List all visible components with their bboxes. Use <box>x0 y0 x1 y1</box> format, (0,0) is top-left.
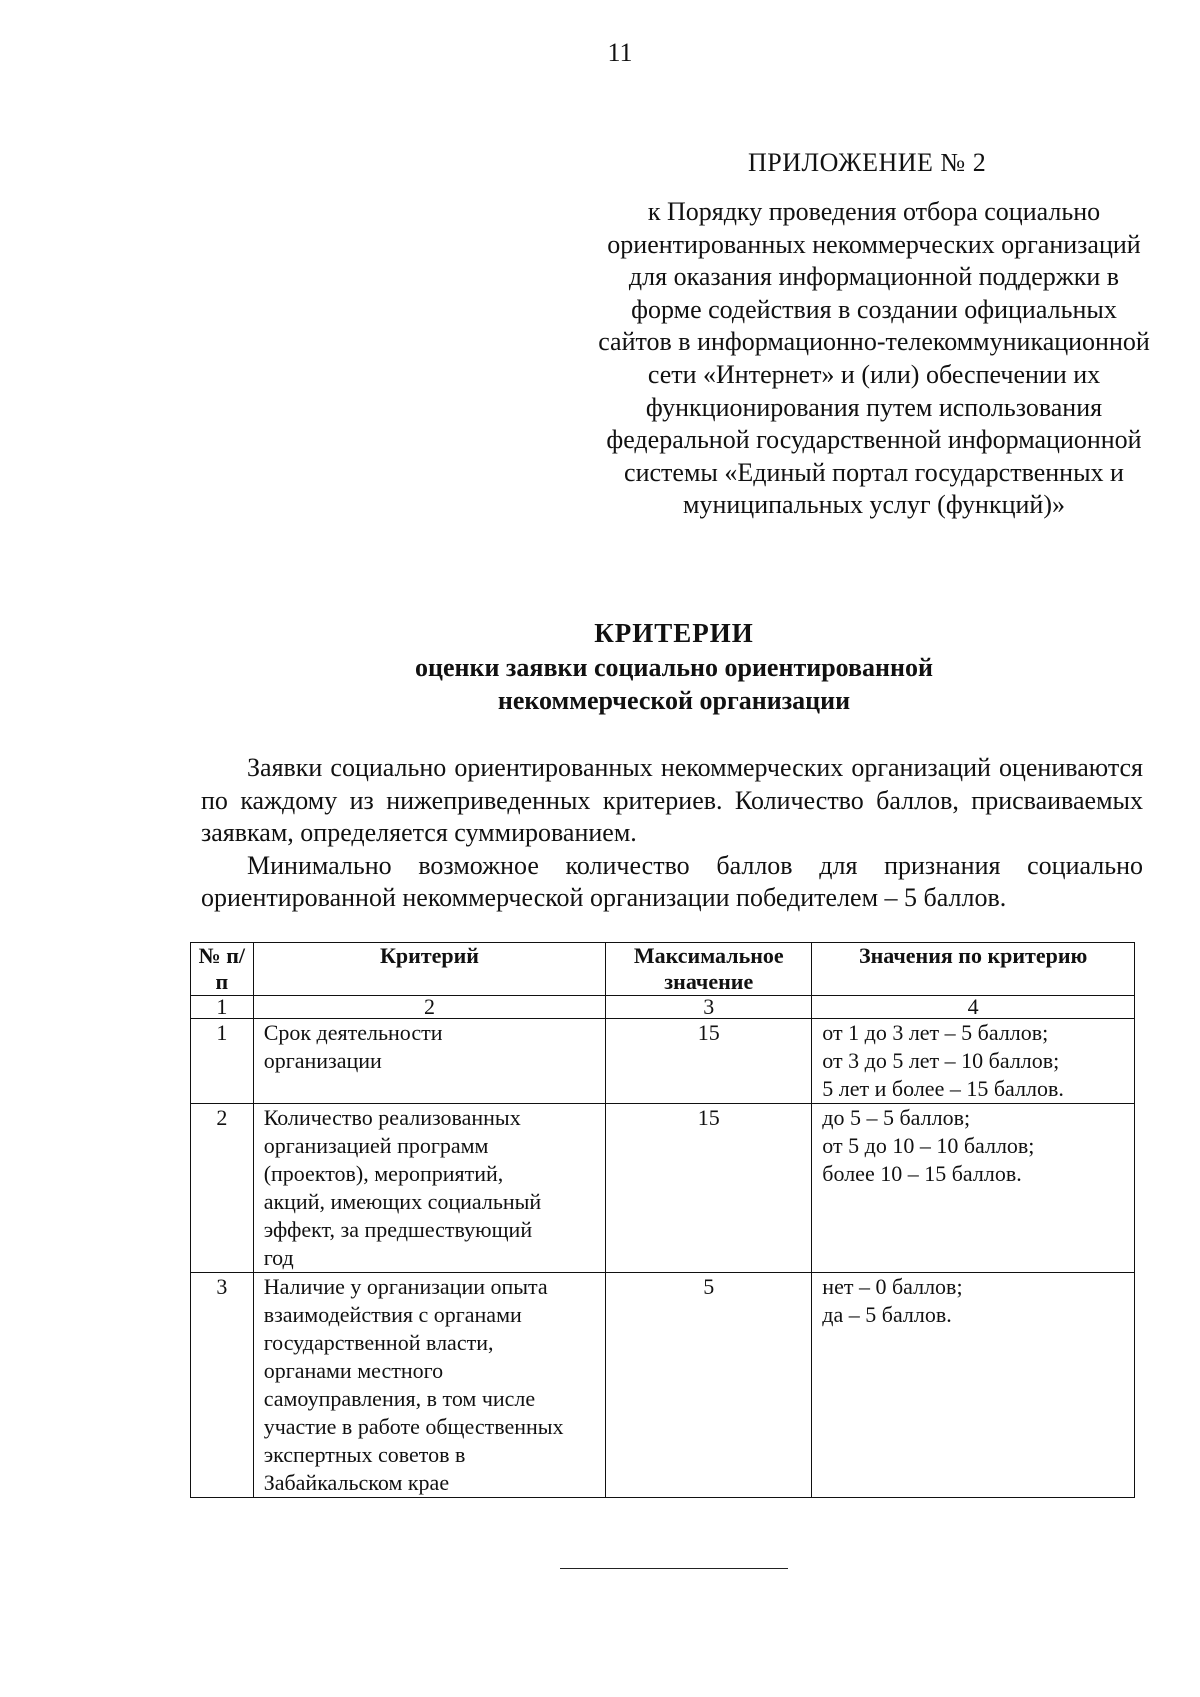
intro-paragraph-1: Заявки социально ориентированных некоммерческих организаций оцениваются по каждому из нижеприведенных критериев. Количество баллов, присваиваемых заявкам, определяется суммированием. <box>201 753 1143 848</box>
header-max: Максимальное значение <box>606 943 812 996</box>
row-criterion-text: Наличие у организации опыта взаимодействия с органами государственной власти, органами местного самоуправления, в том числе участие в работе общественных экспертных советов в Забайкальском крае <box>263 1274 564 1495</box>
header-num: № п/п <box>191 943 254 996</box>
table-index-row <box>191 996 1135 1019</box>
row-criterion-text: Количество реализованных организацией программ (проектов), мероприятий, акций, имеющих социальный эффект, за предшествующий год <box>263 1105 542 1270</box>
value-line: от 3 до 5 лет – 10 баллов; <box>822 1048 1060 1073</box>
row-values <box>812 1104 1135 1273</box>
table-row <box>191 1273 1135 1498</box>
row-max: 5 <box>606 1273 812 1498</box>
appendix-title: ПРИЛОЖЕНИЕ № 2 <box>748 148 987 177</box>
index-cell: 1 <box>191 996 254 1019</box>
criteria-subheading: оценки заявки социально ориентированной некоммерческой организации <box>414 653 934 715</box>
row-criterion <box>253 1273 606 1498</box>
criteria-table <box>190 942 1135 1498</box>
row-criterion <box>253 1104 606 1273</box>
row-criterion-text: Срок деятельности организации <box>263 1020 443 1073</box>
row-num: 3 <box>191 1273 254 1498</box>
row-num: 1 <box>191 1019 254 1104</box>
value-line: более 10 – 15 баллов. <box>822 1161 1022 1186</box>
table-row <box>191 1104 1135 1273</box>
value-line: от 5 до 10 – 10 баллов; <box>822 1133 1035 1158</box>
header-criterion: Критерий <box>253 943 606 996</box>
row-values <box>812 1273 1135 1498</box>
index-cell: 3 <box>606 996 812 1019</box>
value-line: 5 лет и более – 15 баллов. <box>822 1076 1064 1101</box>
value-line: да – 5 баллов. <box>822 1302 952 1327</box>
table-header-row <box>191 943 1135 996</box>
intro-text <box>201 752 1143 915</box>
appendix-subtitle: к Порядку проведения отбора социально ориентированных некоммерческих организаций для оказания информационной поддержки в форме содействия в создании официальных сайтов в информационно-телекоммуникационной сети «Интернет» и (или) обеспечении их функционирования путем использования федеральной государственной информационной системы «Единый портал государственных и муниципальных услуг (функций)» <box>598 197 1150 520</box>
row-max: 15 <box>606 1104 812 1273</box>
row-num: 2 <box>191 1104 254 1273</box>
table-row <box>191 1019 1135 1104</box>
value-line: нет – 0 баллов; <box>822 1274 963 1299</box>
footer-rule <box>560 1568 788 1569</box>
intro-paragraph-2: Минимально возможное количество баллов для признания социально ориентированной некоммерческой организации победителем – 5 баллов. <box>201 850 1143 913</box>
value-line: от 1 до 3 лет – 5 баллов; <box>822 1020 1049 1045</box>
header-values: Значения по критерию <box>812 943 1135 996</box>
value-line: до 5 – 5 баллов; <box>822 1105 971 1130</box>
row-max: 15 <box>606 1019 812 1104</box>
index-cell: 2 <box>253 996 606 1019</box>
row-criterion <box>253 1019 606 1104</box>
row-values <box>812 1019 1135 1104</box>
index-cell: 4 <box>812 996 1135 1019</box>
criteria-heading: КРИТЕРИИ <box>594 618 754 648</box>
page-number: 11 <box>607 38 633 67</box>
